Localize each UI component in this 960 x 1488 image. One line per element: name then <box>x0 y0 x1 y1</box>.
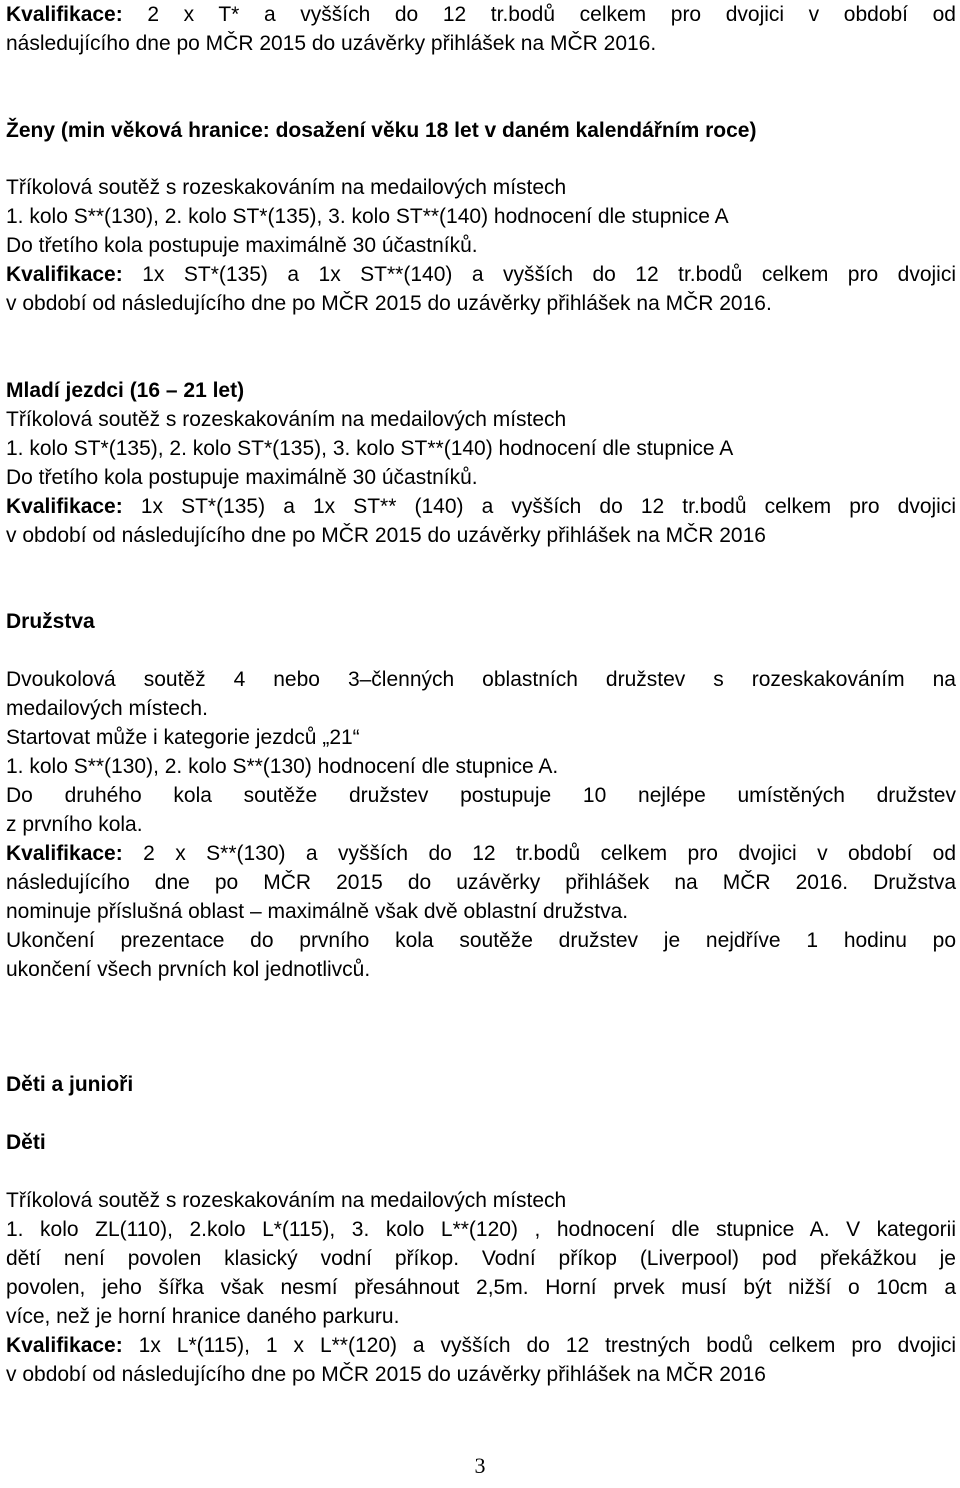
text-line <box>6 694 956 723</box>
bold-run: Kvalifikace: <box>6 263 123 286</box>
text-run: Do druhého kola soutěže družstev postupuje 10 nejlépe umístěných družstev <box>6 784 956 807</box>
text-line <box>6 810 956 839</box>
text-run: 1. kolo S**(130), 2. kolo ST*(135), 3. kolo ST**(140) hodnocení dle stupnice A <box>6 205 729 228</box>
text-line <box>6 1302 956 1331</box>
text-run: v období od následujícího dne po MČR 2015 do uzávěrky přihlášek na MČR 2016 <box>6 1363 766 1386</box>
text-run: více, než je horní hranice daného parkuru. <box>6 1305 400 1328</box>
page-number: 3 <box>474 1453 486 1478</box>
text-line <box>6 202 956 231</box>
section-heading <box>6 1070 956 1099</box>
text-run: Do třetího kola postupuje maximálně 30 účastníků. <box>6 466 478 489</box>
text-run: Dvoukolová soutěž 4 nebo 3–členných oblastních družstev s rozeskakováním na <box>6 668 956 691</box>
text-line <box>6 752 956 781</box>
bold-run: Ženy (min věková hranice: dosažení věku 18 let v daném kalendářním roce) <box>6 119 757 142</box>
bold-run: Děti a junioři <box>6 1073 134 1096</box>
bold-run: Kvalifikace: <box>6 842 123 865</box>
text-run: 1. kolo S**(130), 2. kolo S**(130) hodnocení dle stupnice A. <box>6 755 559 778</box>
text-run: povolen, jeho šířka však nesmí přesáhnout 2,5m. Horní prvek musí být nižší o 10cm a <box>6 1276 956 1299</box>
text-line <box>6 1244 956 1273</box>
text-run: 2 x T* a vyšších do 12 tr.bodů celkem pro dvojici v období od <box>122 3 956 26</box>
text-line <box>6 868 956 897</box>
text-line <box>6 405 956 434</box>
text-line <box>6 463 956 492</box>
text-run: v období od následujícího dne po MČR 2015 do uzávěrky přihlášek na MČR 2016. <box>6 292 772 315</box>
text-run: 1. kolo ST*(135), 2. kolo ST*(135), 3. kolo ST**(140) hodnocení dle stupnice A <box>6 437 734 460</box>
text-run: následujícího dne po MČR 2015 do uzávěrky přihlášek na MČR 2016. <box>6 32 657 55</box>
text-run: následujícího dne po MČR 2015 do uzávěrky přihlášek na MČR 2016. Družstva <box>6 871 956 894</box>
bold-run: Kvalifikace: <box>6 1334 123 1357</box>
text-line <box>6 1331 956 1360</box>
bold-run: Družstva <box>6 610 95 633</box>
text-run: 1x L*(115), 1 x L**(120) a vyšších do 12 trestných bodů celkem pro dvojici <box>122 1334 956 1357</box>
text-run: v období od následujícího dne po MČR 2015 do uzávěrky přihlášek na MČR 2016 <box>6 524 766 547</box>
section-subheading <box>6 1128 956 1157</box>
text-run: 1x ST*(135) a 1x ST** (140) a vyšších do 12 tr.bodů celkem pro dvojici <box>122 495 956 518</box>
text-line <box>6 0 956 29</box>
text-line <box>6 781 956 810</box>
text-run: 1. kolo ZL(110), 2.kolo L*(115), 3. kolo L**(120) , hodnocení dle stupnice A. V kategorii <box>6 1218 956 1241</box>
text-line <box>6 434 956 463</box>
section-heading <box>6 376 956 405</box>
section-heading <box>6 116 956 145</box>
text-run: nominuje příslušná oblast – maximálně však dvě oblastní družstva. <box>6 900 629 923</box>
text-line <box>6 521 956 550</box>
text-run: 2 x S**(130) a vyšších do 12 tr.bodů celkem pro dvojici v období od <box>122 842 956 865</box>
text-line <box>6 926 956 955</box>
text-run: ukončení všech prvních kol jednotlivců. <box>6 958 371 981</box>
text-line <box>6 260 956 289</box>
text-run: Tříkolová soutěž s rozeskakováním na medailových místech <box>6 408 567 431</box>
text-run: Tříkolová soutěž s rozeskakováním na medailových místech <box>6 176 567 199</box>
bold-run: Kvalifikace: <box>6 3 123 26</box>
text-run: Startovat může i kategorie jezdců „21“ <box>6 726 360 749</box>
text-line <box>6 839 956 868</box>
text-run: 1x ST*(135) a 1x ST**(140) a vyšších do 12 tr.bodů celkem pro dvojici <box>122 263 956 286</box>
text-line <box>6 1215 956 1244</box>
text-line <box>6 955 956 984</box>
text-line <box>6 665 956 694</box>
bold-run: Děti <box>6 1131 46 1154</box>
text-run: Do třetího kola postupuje maximálně 30 účastníků. <box>6 234 478 257</box>
text-line <box>6 897 956 926</box>
text-line <box>6 231 956 260</box>
bold-run: Mladí jezdci (16 – 21 let) <box>6 379 245 402</box>
text-line <box>6 1360 956 1389</box>
text-line <box>6 1273 956 1302</box>
bold-run: Kvalifikace: <box>6 495 123 518</box>
text-line <box>6 723 956 752</box>
text-line <box>6 173 956 202</box>
text-line <box>6 492 956 521</box>
text-run: dětí není povolen klasický vodní příkop. Vodní příkop (Liverpool) pod překážkou je <box>6 1247 956 1270</box>
text-line <box>6 29 956 58</box>
text-line <box>6 289 956 318</box>
text-line <box>6 1186 956 1215</box>
text-run: Ukončení prezentace do prvního kola soutěže družstev je nejdříve 1 hodinu po <box>6 929 956 952</box>
section-heading <box>6 607 956 636</box>
text-run: medailových místech. <box>6 697 208 720</box>
text-run: Tříkolová soutěž s rozeskakováním na medailových místech <box>6 1189 567 1212</box>
text-run: z prvního kola. <box>6 813 143 836</box>
